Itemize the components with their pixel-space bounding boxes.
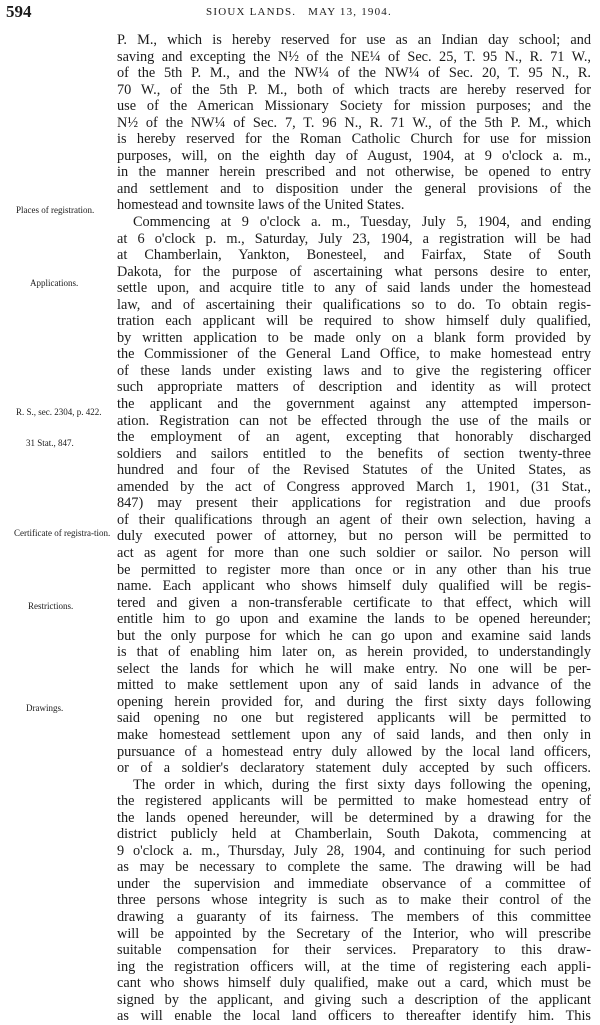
- text-line: N½ of the NW¼ of Sec. 7, T. 96 N., R. 71 W., of the 5th P. M., which: [117, 114, 591, 131]
- margin-note-restrictions: Restrictions.: [28, 601, 74, 611]
- text-line: Commencing at 9 o'clock a. m., Tuesday, July 5, 1904, and ending: [133, 214, 591, 231]
- margin-note-stat: 31 Stat., 847.: [26, 438, 74, 448]
- text-line: 70 W., of the 5th P. M., both of which tracts are hereby reserved for: [117, 81, 591, 98]
- running-head: [6, 6, 592, 18]
- text-line: 847) may present their applications for registration and due proofs: [117, 495, 591, 512]
- text-line: of their qualifications through an agent of their own selection, having a: [117, 511, 591, 528]
- text-line: purposes, will, on the eighth day of August, 1904, at 9 o'clock a. m.,: [117, 147, 591, 164]
- text-line: saving and excepting the N½ of the NE¼ of Sec. 25, T. 95 N., R. 71 W.,: [117, 48, 591, 65]
- text-line: make homestead settlement upon any of said lands, and then only in: [117, 726, 591, 743]
- text-line: drawing a guaranty of its fairness. The members of this committee: [117, 908, 591, 925]
- running-date: MAY 13, 1904.: [308, 6, 392, 18]
- text-line: homestead and townsite laws of the United States.: [117, 197, 405, 214]
- text-line: but the only purpose for which he can go upon and examine said lands: [117, 627, 591, 644]
- text-line: tered and given a non-transferable certificate to that effect, which will: [117, 594, 591, 611]
- text-line: at 6 o'clock p. m., Saturday, July 23, 1904, a registration will be had: [117, 230, 591, 247]
- page-number: 594: [6, 2, 32, 21]
- text-line: opening herein provided for, and during the first sixty days following: [117, 693, 591, 710]
- text-line: said opening no one but registered applicants will be permitted to: [117, 710, 591, 727]
- text-line: P. M., which is hereby reserved for use as an Indian day school; and: [117, 32, 591, 48]
- text-line: the Commissioner of the General Land Office, to make homestead entry: [117, 346, 591, 363]
- text-line: soldiers and sailors entitled to the benefits of section twenty-three: [117, 445, 591, 462]
- text-line: at Chamberlain, Yankton, Bonesteel, and Fairfax, State of South: [117, 247, 591, 264]
- text-line: entitle him to go upon and examine the lands to be opened hereunder;: [117, 611, 591, 628]
- text-line: the applicant and the government against any attempted imperson-: [117, 396, 591, 413]
- text-line: ation. Registration can not be effected through the use of the mails or: [117, 412, 591, 429]
- text-line: such appropriate matters of description and identity as will protect: [117, 379, 591, 396]
- text-line: Dakota, for the purpose of ascertaining what persons desire to enter,: [117, 263, 591, 280]
- text-line: under the supervision and immediate observance of a committee of: [117, 875, 591, 892]
- margin-note-certificate: Certificate of registra-tion.: [14, 528, 111, 538]
- text-line: and settlement and to disposition under the general provisions of the: [117, 180, 591, 197]
- text-line: or of a soldier's declaratory statement duly accepted by such officers.: [117, 760, 591, 777]
- text-line: ing the registration officers will, at the time of registering each appli-: [117, 958, 591, 975]
- text-line: as will enable the local land officers to thereafter identify him. This: [117, 1008, 591, 1025]
- text-line: hundred and four of the Revised Statutes of the United States, as: [117, 462, 591, 479]
- text-line: the registered applicants will be permitted to make homestead entry of: [117, 793, 591, 810]
- text-line: of these lands under existing laws and to give the registering officer: [117, 362, 591, 379]
- text-line: signed by the applicant, and giving such a description of the applicant: [117, 991, 591, 1008]
- text-line: as may be necessary to complete the same. The drawing will be had: [117, 859, 591, 876]
- text-line: in the manner herein prescribed and not otherwise, be opened to entry: [117, 164, 591, 181]
- text-line: of the 5th P. M., and the NW¼ of the NW¼ of Sec. 20, T. 95 N., R.: [117, 65, 591, 82]
- text-line: is hereby reserved for the Roman Catholic Church for use for mission: [117, 131, 591, 148]
- text-line: duly executed power of attorney, but no person will be permitted to: [117, 528, 591, 545]
- text-line: by written application to be made only on a blank form provided by: [117, 329, 591, 346]
- text-line: pursuance of a homestead entry duly allowed by the local land officers,: [117, 743, 591, 760]
- text-line: suitable compensation for their services. Preparatory to this draw-: [117, 942, 591, 959]
- margin-note-applications: Applications.: [30, 278, 79, 288]
- running-title: SIOUX LANDS.: [206, 6, 297, 18]
- margin-note-drawings: Drawings.: [26, 703, 64, 713]
- text-line: three persons whose integrity is such as to make their control of the: [117, 892, 591, 909]
- text-line: will be appointed by the Secretary of the Interior, who will prescribe: [117, 925, 591, 942]
- text-line: select the lands for which he will make entry. No one will be per-: [117, 660, 591, 677]
- text-line: the employment of an agent, excepting that honorably discharged: [117, 429, 591, 446]
- text-line: act as agent for more than one such soldier or sailor. No person will: [117, 544, 591, 561]
- margin-note-rs: R. S., sec. 2304, p. 422.: [16, 407, 102, 417]
- text-line: name. Each applicant who shows himself duly qualified will be regis-: [117, 578, 591, 595]
- text-line: mitted to make settlement upon any of said lands in advance of the: [117, 677, 591, 694]
- text-line: law, and of ascertaining their qualifications so to do. To obtain regis-: [117, 296, 591, 313]
- text-line: amended by the act of Congress approved March 1, 1901, (31 Stat.,: [117, 478, 591, 495]
- text-line: the lands opened hereunder, will be determined by a drawing for the: [117, 809, 591, 826]
- text-line: use of the American Missionary Society for mission purposes; and the: [117, 98, 591, 115]
- page-header: [6, 0, 592, 28]
- body-text: [117, 32, 591, 1025]
- text-line: district publicly held at Chamberlain, South Dakota, commencing at: [117, 826, 591, 843]
- margin-note-places: Places of registration.: [16, 205, 95, 215]
- text-line: cant who shows himself duly qualified, make out a card, which must be: [117, 975, 591, 992]
- text-line: is that of enabling him later on, as herein provided, to understandingly: [117, 644, 591, 661]
- text-line: tration each applicant will be required to show himself duly qualified,: [117, 313, 591, 330]
- text-line: The order in which, during the first sixty days following the opening,: [133, 776, 591, 793]
- text-line: 9 o'clock a. m., Thursday, July 28, 1904, and continuing for such period: [117, 842, 591, 859]
- text-line: settle upon, and acquire title to any of said lands under the homestead: [117, 280, 591, 297]
- text-line: be permitted to register more than once or in any other than his true: [117, 561, 591, 578]
